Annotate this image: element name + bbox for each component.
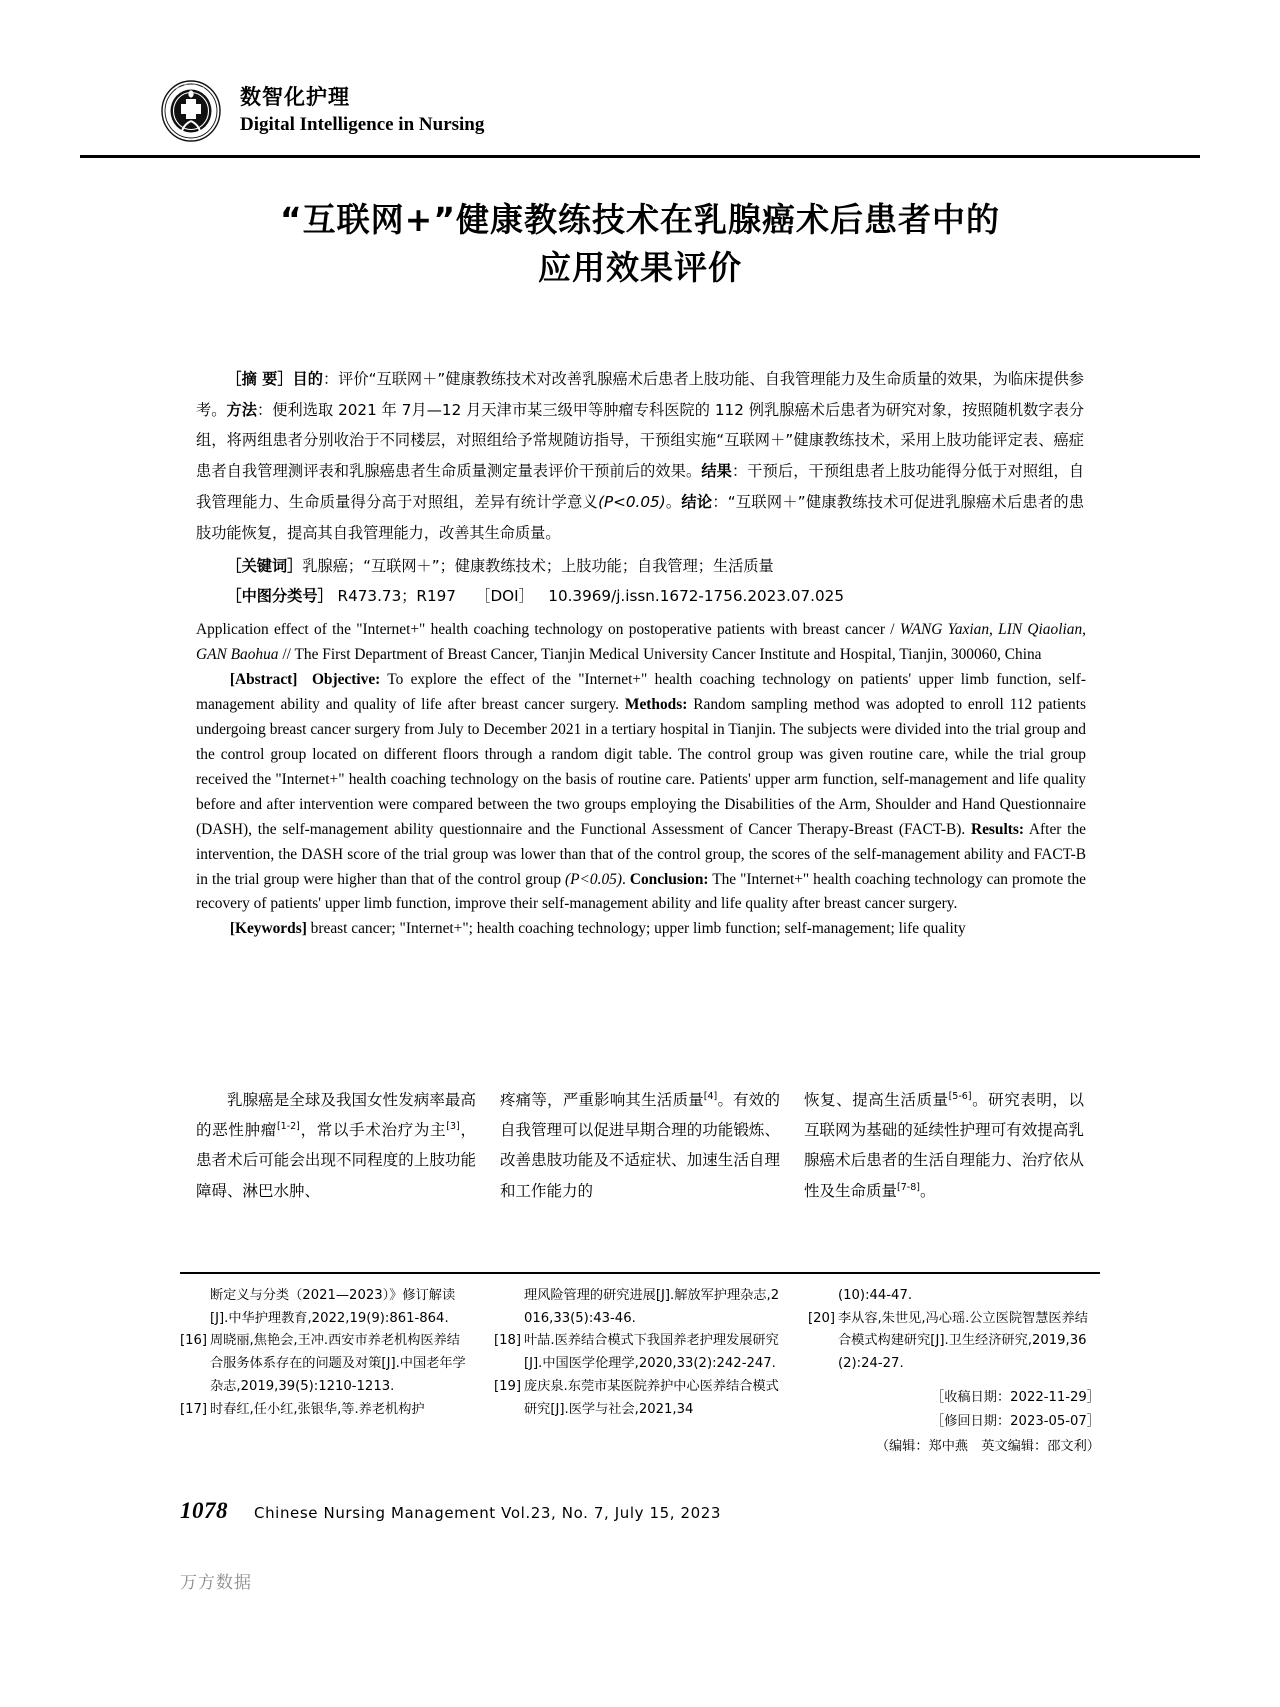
reference-text: (10):44-47.: [838, 1288, 913, 1303]
cn-results-text: ：干预后，干预组患者上肢功能得分低于对照组，自我管理能力、生命质量得分高于对照组，差异有统计学意义: [196, 462, 1084, 511]
page-footer: [180, 1498, 1100, 1524]
cn-abstract-label: ［摘 要］: [226, 370, 293, 388]
cn-methods-text: ：便利选取 2021 年 7月—12 月天津市某三级甲等肿瘤专科医院的 112 例乳腺癌术后患者为研究对象，按照随机数字表分组，将两组患者分别收治于不同楼层，对照组给予常规随访指导，干预组实施“互联网＋”健康教练技术，采用上肢功能评定表、癌症患者自我管理测评表和乳腺癌患者生命质量测定量表评价干预前后的效果。: [196, 400, 1085, 481]
journal-seal-icon: [160, 80, 222, 142]
body-paragraph: [500, 1085, 780, 1206]
cn-doi-label: ［DOI］: [475, 587, 534, 605]
body-col2-text-a: 疼痛等，严重影响其生活质量: [500, 1091, 704, 1109]
masthead-title-en: Digital Intelligence in Nursing: [240, 114, 485, 136]
reference-text: 叶喆.医养结合模式下我国养老护理发展研究[J].中国医学伦理学,2020,33(2):242-247.: [524, 1333, 779, 1372]
article-title: [200, 196, 1080, 292]
english-article-title: Application effect of the "Internet+" health coaching technology on postoperative patients with breast cancer /: [196, 621, 900, 638]
english-authors: WANG Yaxian, LIN Qiaolian, GAN Baohua: [196, 621, 1086, 663]
cn-results-pvalue: (P<0.05): [598, 492, 666, 511]
citation-ref: [7-8]: [897, 1181, 920, 1193]
svg-text:数: 数: [176, 87, 180, 91]
en-results-pvalue: (P<0.05): [565, 870, 622, 888]
cn-clc-label: ［中图分类号］: [226, 587, 333, 605]
body-col1-text-b: ，常以手术治疗为主: [299, 1121, 447, 1140]
masthead-divider: [80, 155, 1200, 158]
svg-text:智: 智: [184, 84, 188, 88]
masthead-title-cn: 数智化护理: [240, 85, 350, 110]
citation-ref: [4]: [703, 1090, 718, 1102]
cn-results-tail: 。: [665, 492, 682, 511]
citation-ref: [5-6]: [948, 1090, 972, 1102]
en-methods-text: Random sampling method was adopted to enroll 112 patients undergoing breast cancer surgery from July to December 2021 in a tertiary hospital in Tianjin. The subjects were divided into the trial group and the control group located on different floors through a random digit table. The control group was given routine care, while the trial group received the "Internet+" health coaching technology on the basis of routine care. Patients' upper arm function, self-management and life quality before and after intervention were compared between the two groups employing the Disabilities of the Arm, Shoulder and Hand Questionnaire (DASH), the self-management ability questionnaire and the Functional Assessment of Cancer Therapy-Breast (FACT-B).: [196, 695, 1086, 838]
cn-clc-value: R473.73；R197: [337, 587, 456, 605]
reference-text: 理风险管理的研究进展[J].解放军护理杂志,2016,33(5):43-46.: [524, 1288, 780, 1326]
database-watermark: 万方数据: [180, 1573, 252, 1593]
reference-text: 周晓丽,焦艳会,王冲.西安市养老机构医养结合服务体系存在的问题及对策[J].中国老年学杂志,2019,39(5):1210-1213.: [210, 1333, 466, 1394]
reference-number: [16]: [180, 1333, 208, 1349]
cn-conclusion-text: ：“互联网＋”健康教练技术可促进乳腺癌术后患者的患肢功能恢复，提高其自我管理能力，改善其生命质量。: [196, 492, 1085, 542]
reference-item: [494, 1285, 786, 1330]
body-col1-text-c: ，患者术后可能会出现不同程度的上肢功能障碍、淋巴水肿、: [196, 1121, 476, 1200]
cn-keywords-text: 乳腺癌；“互联网＋”；健康教练技术；上肢功能；自我管理；生活质量: [302, 557, 774, 575]
body-col3-text-c: 。: [919, 1181, 936, 1200]
en-objective-text: To explore the effect of the "Internet+" health coaching technology on patients' upper limb function, self-management ability and quality of life after breast cancer surgery.: [196, 670, 1086, 713]
en-results-text: After the intervention, the DASH score of the trial group was lower than that of the control group, the scores of the self-management ability and FACT-B in the trial group were higher than that of the control group: [196, 820, 1086, 888]
body-column-1: [196, 1085, 476, 1206]
english-abstract-block: [196, 618, 1086, 942]
article-title-line-1: “互联网+”健康教练技术在乳腺癌术后患者中的: [279, 200, 1001, 239]
body-paragraph: [804, 1085, 1084, 1206]
reference-number: [17]: [180, 1401, 208, 1417]
chinese-abstract: [196, 364, 1084, 548]
reference-number: [20]: [808, 1310, 836, 1326]
page-number: 1078: [180, 1498, 228, 1523]
masthead-titles: [240, 84, 484, 138]
article-title-line-2: 应用效果评价: [538, 247, 742, 287]
en-keywords-label: [Keywords]: [229, 920, 307, 938]
cn-objective-text: ：评价“互联网＋”健康教练技术对改善乳腺癌术后患者上肢功能、自我管理能力及生命质量的效果，为临床提供参考。: [196, 370, 1084, 419]
body-text-columns: [196, 1085, 1086, 1206]
references-column-1: [180, 1285, 472, 1459]
english-keywords-line: [196, 917, 1086, 942]
received-date: ［收稿日期：2022-11-29］: [931, 1389, 1100, 1405]
references-column-3: [808, 1285, 1100, 1459]
citation-ref: [3]: [446, 1121, 460, 1133]
en-abstract-label: [Abstract]: [229, 670, 298, 688]
cn-doi-value: 10.3969/j.issn.1672-1756.2023.07.025: [548, 587, 844, 605]
en-conclusion-label: Conclusion:: [629, 870, 709, 888]
chinese-abstract-paragraph: [196, 364, 1084, 548]
en-objective-label: Objective:: [311, 670, 381, 688]
reference-number: [19]: [494, 1378, 522, 1394]
reference-text: 庞庆泉.东莞市某医院养护中心医养结合模式研究[J].医学与社会,2021,34: [524, 1378, 779, 1417]
en-keywords-text: breast cancer; "Internet+"; health coaching technology; upper limb function; self-management; life quality: [306, 920, 966, 938]
reference-item: [180, 1330, 472, 1398]
reference-item: [808, 1285, 1100, 1308]
reference-item: [180, 1285, 472, 1330]
body-column-2: [500, 1085, 780, 1206]
en-methods-label: Methods:: [624, 695, 688, 713]
reference-item: [494, 1376, 786, 1421]
cn-keywords-label: ［关键词］: [226, 557, 303, 575]
reference-text: 时春红,任小红,张银华,等.养老机构护: [210, 1401, 425, 1417]
reference-item: [494, 1330, 786, 1375]
en-conclusion-text: The "Internet+" health coaching technology can promote the recovery of patients' upper limb function, improve their self-management ability and life quality after breast cancer surgery.: [196, 870, 1087, 913]
editors-line: （编辑：郑中燕 英文编辑：邵文利）: [875, 1438, 1100, 1454]
reference-number: [18]: [494, 1333, 522, 1349]
reference-item: [808, 1308, 1100, 1376]
masthead: [160, 72, 1120, 150]
reference-text: 李从容,朱世见,冯心瑶.公立医院智慧医养结合模式构建研究[J].卫生经济研究,2019,36(2):24-27.: [838, 1310, 1088, 1372]
chinese-keywords-line: [196, 552, 1084, 581]
submission-metadata: [808, 1386, 1100, 1459]
citation-ref: [1-2]: [276, 1121, 300, 1133]
cn-methods-label: 方法: [226, 400, 257, 419]
english-title-authors: [196, 618, 1086, 668]
body-col3-text-b: 。研究表明，以互联网为基础的延续性护理可有效提高乳腺癌术后患者的生活自理能力、治疗依从性及生命质量: [804, 1091, 1084, 1200]
references-columns: [180, 1285, 1100, 1459]
cn-conclusion-label: 结论: [681, 492, 713, 511]
en-results-tail: .: [622, 870, 630, 888]
body-paragraph: [196, 1085, 476, 1206]
reference-item: [180, 1399, 472, 1422]
revised-date: ［修回日期：2023-05-07］: [931, 1414, 1100, 1430]
body-column-3: [804, 1085, 1084, 1206]
references-divider: [180, 1272, 1100, 1274]
english-author-affil-sep: //: [278, 645, 295, 663]
reference-text: 断定义与分类（2021—2023）》修订解读[J].中华护理教育,2022,19(9):861-864.: [210, 1288, 456, 1326]
en-results-label: Results:: [970, 820, 1024, 838]
english-affiliation: The First Department of Breast Cancer, Tianjin Medical University Cancer Institute and Hospital, Tianjin, 300060, China: [294, 645, 1042, 663]
cn-objective-label: 目的: [292, 370, 323, 388]
body-col3-text-a: 恢复、提高生活质量: [804, 1091, 949, 1109]
body-col1-text-a: 乳腺癌是全球及我国女性发病率最高的恶性肿瘤: [196, 1091, 476, 1140]
english-abstract-paragraph: [196, 668, 1086, 918]
svg-text:理: 理: [201, 87, 205, 91]
body-col2-text-b: 。有效的自我管理可以促进早期合理的功能锻炼、改善患肢功能及不适症状、加速生活自理和工作能力的: [500, 1091, 780, 1200]
references-column-2: [494, 1285, 786, 1459]
chinese-clc-doi-line: [196, 582, 1084, 611]
footer-journal-info: Chinese Nursing Management Vol.23, No. 7, July 15, 2023: [254, 1504, 722, 1522]
cn-results-label: 结果: [701, 462, 732, 481]
svg-text:护: 护: [193, 84, 197, 88]
